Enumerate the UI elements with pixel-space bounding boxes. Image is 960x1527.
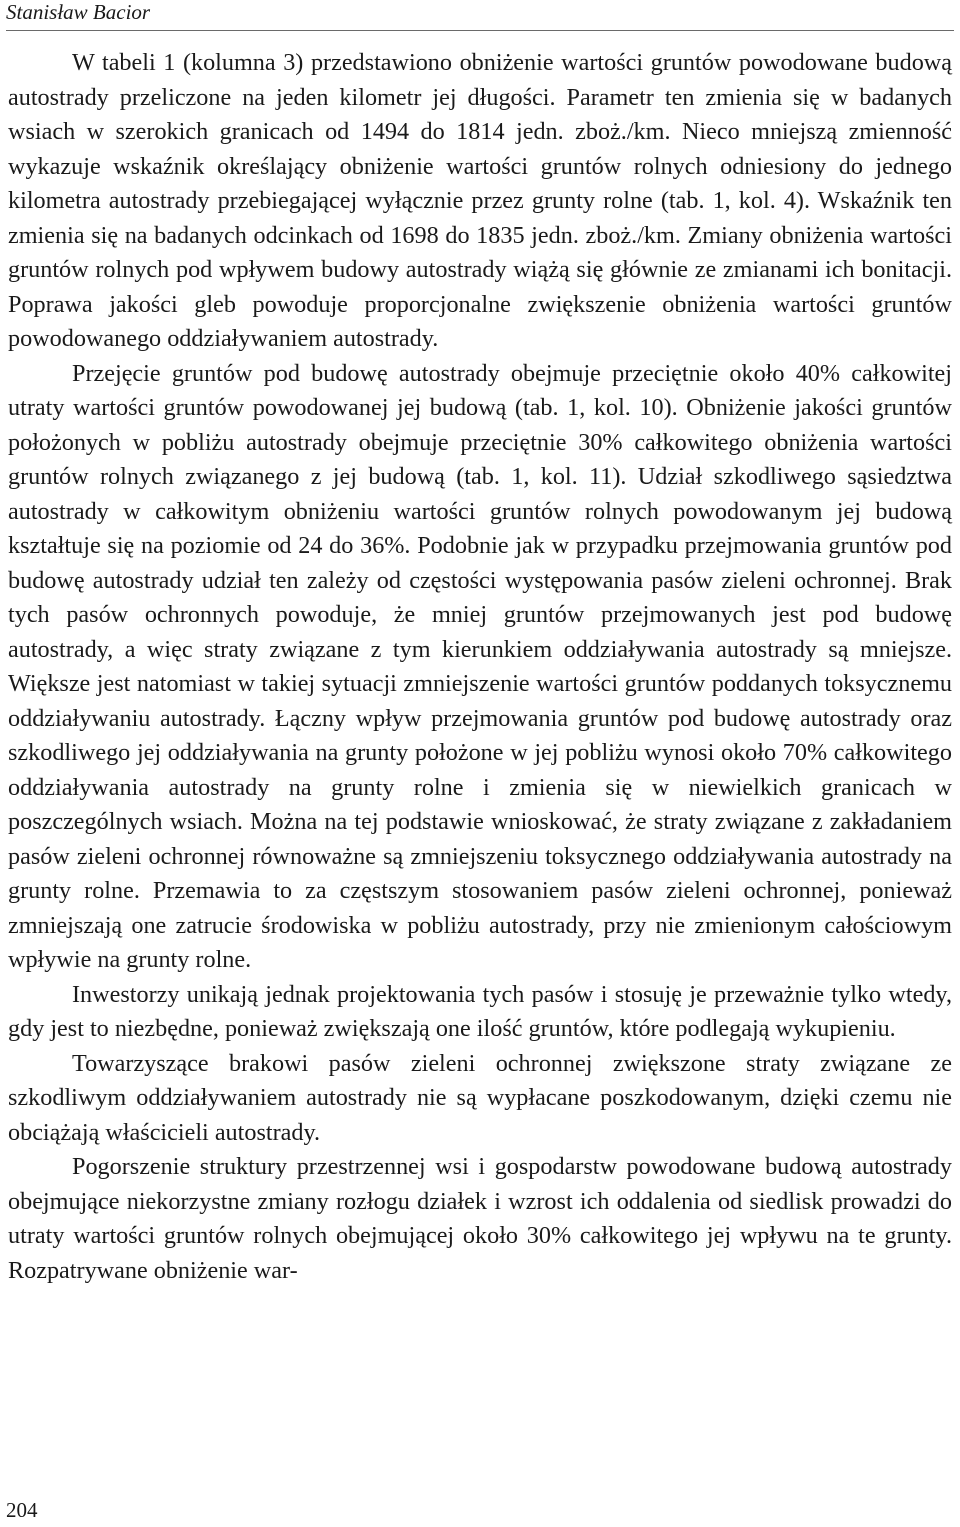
page-number: 204 bbox=[6, 1498, 38, 1522]
header-rule bbox=[6, 30, 954, 31]
paragraph: Przejęcie gruntów pod budowę autostrady obejmuje przeciętnie około 40% całkowitej utraty wartości gruntów powodowanej jej budową (tab. 1, kol. 10). Obniżenie jakości gruntów położonych w pobliżu autostrady obejmuje przeciętnie 30% całkowitego obniżenia wartości gruntów rolnych związanego z jej budową (tab. 1, kol. 11). Udział szkodliwego sąsiedztwa autostrady w całkowitym obniżeniu wartości gruntów rolnych powodowanym jej budową kształtuje się na poziomie od 24 do 36%. Podobnie jak w przypadku przejmowania gruntów pod budowę autostrady udział ten zależy od częstości występowania pasów zieleni ochronnej. Brak tych pasów ochronnych powoduje, że mniej gruntów przejmowanych jest pod budowę autostrady, a więc straty związane z tym kierunkiem oddziaływania autostrady są mniejsze. Większe jest natomiast w takiej sytuacji zmniejszenie wartości gruntów poddanych toksycznemu oddziaływaniu autostrady. Łączny wpływ przejmowania gruntów pod budowę autostrady oraz szkodliwego jej oddziaływania na grunty położone w jej pobliżu wynosi około 70% całkowitego oddziaływania autostrady na grunty rolne i zmienia się w niewielkich granicach w poszczególnych wsiach. Można na tej podstawie wnioskować, że straty związane z zakładaniem pasów zieleni ochronnej równoważne są zmniejszeniu toksycznego oddziaływania autostrady na grunty rolne. Przemawia to za częstszym stosowaniem pasów zieleni ochronnej, ponieważ zmniejszają one zatrucie środowiska w pobliżu autostrady, przy nie zmienionym całościowym wpływie na grunty rolne. bbox=[8, 359, 952, 973]
paragraph: W tabeli 1 (kolumna 3) przedstawiono obniżenie wartości gruntów powodowane budową autostrady przeliczone na jeden kilometr jej długości. Parametr ten zmienia się w badanych wsiach w szerokich granicach od 1494 do 1814 jedn. zboż./km. Nieco mniejszą zmienność wykazuje wskaźnik określający obniżenie wartości gruntów rolnych odniesiony do jednego kilometra autostrady przebiegającej wyłącznie przez grunty rolne (tab. 1, kol. 4). Wskaźnik ten zmienia się na badanych odcinkach od 1698 do 1835 jedn. zboż./km. Zmiany obniżenia wartości gruntów rolnych pod wpływem budowy autostrady wiążą się głównie ze zmianami ich bonitacji. Poprawa jakości gleb powoduje proporcjonalne zwiększenie obniżenia wartości gruntów powodowanego oddziaływaniem autostrady. bbox=[8, 49, 952, 352]
paragraph: Towarzyszące brakowi pasów zieleni ochronnej zwiększone straty związane ze szkodliwym oddziaływaniem autostrady nie są wypłacane poszkodowanym, dzięki czemu nie obciążają właścicieli autostrady. bbox=[8, 1049, 952, 1146]
body-text bbox=[8, 46, 952, 1288]
running-head-author: Stanisław Bacior bbox=[6, 0, 151, 24]
paragraph: Pogorszenie struktury przestrzennej wsi i gospodarstw powodowane budową autostrady obejmujące niekorzystne zmiany rozłogu działek i wzrost ich oddalenia od siedlisk prowadzi do utraty wartości gruntów rolnych obejmującej około 30% całkowitego jej wpływu na te grunty. Rozpatrywane obniżenie war- bbox=[8, 1153, 952, 1284]
paragraph: Inwestorzy unikają jednak projektowania tych pasów i stosuję je przeważnie tylko wtedy, gdy jest to niezbędne, ponieważ zwiększają one ilość gruntów, które podlegają wykupieniu. bbox=[8, 980, 952, 1042]
